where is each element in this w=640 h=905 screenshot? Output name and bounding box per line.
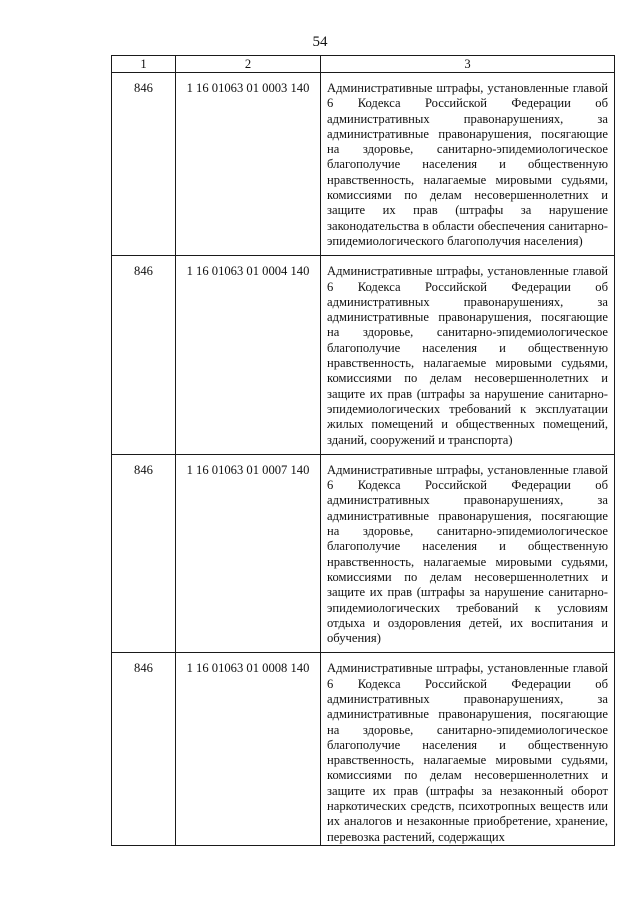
- admin-code-cell: 846: [112, 73, 176, 256]
- kbk-code-cell: 1 16 01063 01 0003 140: [176, 73, 321, 256]
- admin-code-cell: 846: [112, 454, 176, 653]
- column-header-2: 2: [176, 56, 321, 73]
- column-header-3: 3: [321, 56, 615, 73]
- admin-code-cell: 846: [112, 256, 176, 455]
- kbk-code-cell: 1 16 01063 01 0004 140: [176, 256, 321, 455]
- admin-code-cell: 846: [112, 653, 176, 846]
- description-cell: Административные штрафы, установленные главой 6 Кодекса Российской Федерации об административных правонарушениях, за административные правонарушения, посягающие на здоровье, санитарно-эпидемиологическое благополучие населения и общественную нравственность, налагаемые мировыми судьями, комиссиями по делам несовершеннолетних и защите их прав (штрафы за нарушение санитарно-эпидемиологических требований к условиям отдыха и оздоровления детей, их воспитания и обучения): [321, 454, 615, 653]
- budget-codes-table: [111, 55, 615, 846]
- page-number: 54: [312, 34, 328, 50]
- column-header-1: 1: [112, 56, 176, 73]
- description-cell: Административные штрафы, установленные главой 6 Кодекса Российской Федерации об административных правонарушениях, за административные правонарушения, посягающие на здоровье, санитарно-эпидемиологическое благополучие населения и общественную нравственность, налагаемые мировыми судьями, комиссиями по делам несовершеннолетних и защите их прав (штрафы за нарушение санитарно-эпидемиологических требований к эксплуатации жилых помещений и общественных помещений, зданий, сооружений и транспорта): [321, 256, 615, 455]
- table-row: [112, 653, 615, 846]
- table-row: [112, 454, 615, 653]
- kbk-code-cell: 1 16 01063 01 0008 140: [176, 653, 321, 846]
- table-header-row: [112, 56, 615, 73]
- description-cell: Административные штрафы, установленные главой 6 Кодекса Российской Федерации об административных правонарушениях, за административные правонарушения, посягающие на здоровье, санитарно-эпидемиологическое благополучие населения и общественную нравственность, налагаемые мировыми судьями, комиссиями по делам несовершеннолетних и защите их прав (штрафы за незаконный оборот наркотических средств, психотропных веществ или их аналогов и незаконные приобретение, хранение, перевозка растений, содержащих: [321, 653, 615, 846]
- table-row: [112, 256, 615, 455]
- table-row: [112, 73, 615, 256]
- description-cell: Административные штрафы, установленные главой 6 Кодекса Российской Федерации об административных правонарушениях, за административные правонарушения, посягающие на здоровье, санитарно-эпидемиологическое благополучие населения и общественную нравственность, налагаемые мировыми судьями, комиссиями по делам несовершеннолетних и защите их прав (штрафы за нарушение законодательства в области обеспечения санитарно-эпидемиологического благополучия населения): [321, 73, 615, 256]
- kbk-code-cell: 1 16 01063 01 0007 140: [176, 454, 321, 653]
